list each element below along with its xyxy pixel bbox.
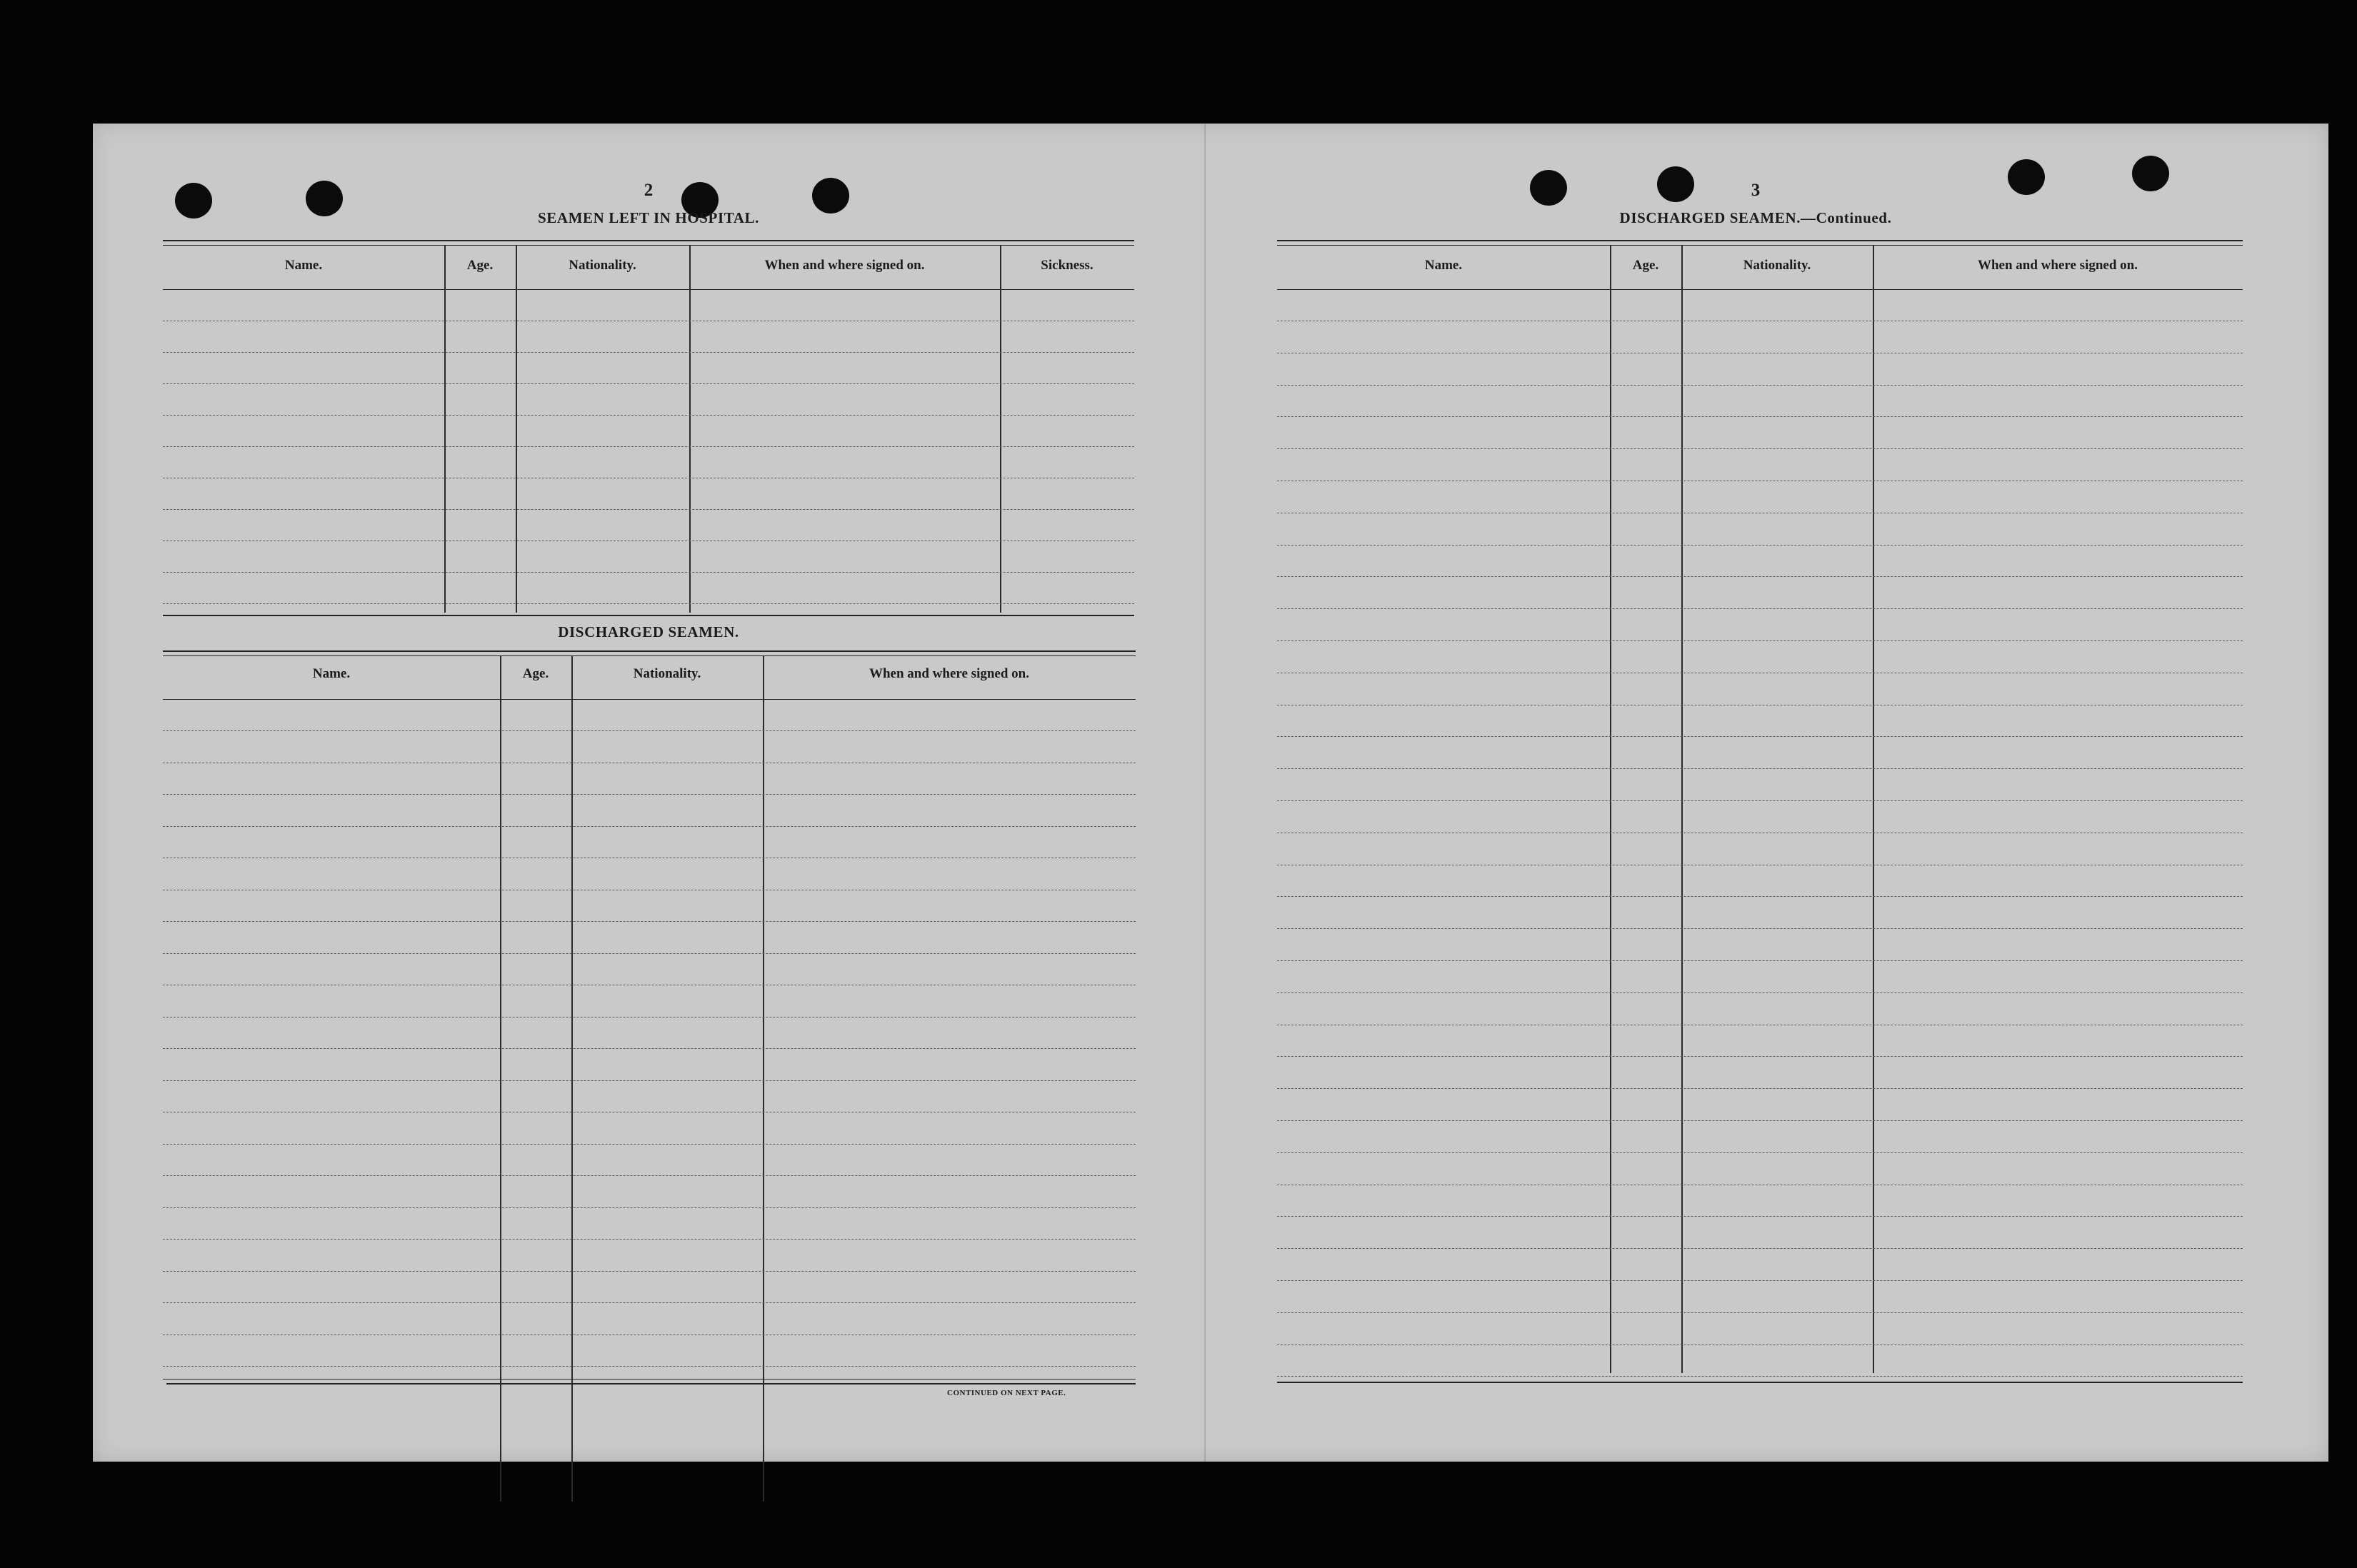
punch-hole (2008, 159, 2045, 195)
entry-line (1277, 1056, 2243, 1057)
entry-line (1277, 640, 2243, 641)
entry-line (163, 1080, 1136, 1081)
discharged-bottom-rule-2 (166, 1383, 1136, 1384)
entry-line (1277, 1312, 2243, 1313)
continued-bottom-rule (1277, 1382, 2243, 1383)
entry-line (1277, 960, 2243, 961)
entry-line (1277, 992, 2243, 993)
continued-col-signed-on: When and where signed on. (1977, 258, 2138, 273)
entry-line (1277, 416, 2243, 417)
entry-line (163, 446, 1134, 447)
discharged-col-divider (763, 655, 764, 1502)
entry-line (163, 794, 1136, 795)
hospital-col-age: Age. (466, 258, 494, 273)
hospital-top-rule-2 (163, 245, 1134, 246)
entry-line (163, 509, 1134, 510)
entry-line (1277, 896, 2243, 897)
discharged-header-rule (163, 699, 1136, 700)
discharged-continued-title: DISCHARGED SEAMEN.—Continued. (1619, 209, 1892, 226)
discharged-col-name: Name. (312, 666, 351, 681)
continued-col-divider (1873, 245, 1874, 1373)
hospital-section-title: SEAMEN LEFT IN HOSPITAL. (537, 209, 760, 226)
entry-line (163, 603, 1134, 604)
discharged-top-rule (163, 650, 1136, 652)
hospital-top-rule (163, 240, 1134, 241)
continued-top-rule (1277, 240, 2243, 241)
continued-col-name: Name. (1424, 258, 1463, 273)
entry-line (163, 1175, 1136, 1176)
discharged-col-nationality: Nationality. (633, 666, 701, 681)
hospital-col-signed-on: When and where signed on. (764, 258, 925, 273)
entry-line (1277, 545, 2243, 546)
entry-line (163, 953, 1136, 954)
entry-line (163, 1239, 1136, 1240)
entry-line (163, 826, 1136, 827)
discharged-top-rule-2 (163, 655, 1136, 656)
entry-line (1277, 448, 2243, 449)
continued-top-rule-2 (1277, 245, 2243, 246)
continued-note: CONTINUED ON NEXT PAGE. (947, 1389, 1066, 1397)
entry-line (1277, 800, 2243, 801)
punch-hole (1657, 166, 1694, 202)
continued-col-divider (1681, 245, 1683, 1373)
continued-col-divider (1610, 245, 1611, 1373)
entry-line (163, 383, 1134, 384)
hospital-col-divider (516, 245, 517, 613)
hospital-col-divider (689, 245, 691, 613)
entry-line (1277, 768, 2243, 769)
punch-hole (306, 181, 343, 216)
punch-hole (2132, 156, 2169, 191)
entry-line (163, 1048, 1136, 1049)
entry-line (1277, 1376, 2243, 1377)
manifest-sheet (93, 124, 2328, 1462)
page-number: 3 (1751, 181, 1761, 200)
entry-line (1277, 385, 2243, 386)
discharged-col-age: Age. (522, 666, 549, 681)
page-number: 2 (644, 181, 654, 200)
page-fold (1204, 124, 1206, 1462)
entry-line (1277, 1120, 2243, 1121)
entry-line (1277, 1152, 2243, 1153)
entry-line (1277, 1216, 2243, 1217)
entry-line (1277, 1248, 2243, 1249)
entry-line (1277, 928, 2243, 929)
hospital-col-name: Name. (284, 258, 323, 273)
entry-line (1277, 608, 2243, 609)
entry-line (163, 730, 1136, 731)
entry-line (163, 1366, 1136, 1367)
punch-hole (175, 183, 212, 218)
entry-line (163, 415, 1134, 416)
entry-line (1277, 1280, 2243, 1281)
entry-line (163, 1271, 1136, 1272)
hospital-col-divider (444, 245, 446, 613)
entry-line (1277, 576, 2243, 577)
punch-hole (812, 178, 849, 213)
entry-line (163, 1302, 1136, 1303)
hospital-bottom-rule (163, 615, 1134, 616)
entry-line (163, 352, 1134, 353)
entry-line (163, 572, 1134, 573)
discharged-col-divider (571, 655, 573, 1502)
continued-col-nationality: Nationality. (1743, 258, 1811, 273)
punch-hole (1530, 170, 1567, 206)
entry-line (1277, 736, 2243, 737)
continued-col-age: Age. (1632, 258, 1659, 273)
discharged-section-title: DISCHARGED SEAMEN. (558, 623, 739, 640)
entry-line (163, 1207, 1136, 1208)
continued-header-rule (1277, 289, 2243, 290)
entry-line (163, 921, 1136, 922)
hospital-col-nationality: Nationality. (569, 258, 636, 273)
discharged-col-signed-on: When and where signed on. (869, 666, 1029, 681)
hospital-col-sickness: Sickness. (1041, 258, 1094, 273)
discharged-col-divider (500, 655, 501, 1502)
hospital-col-divider (1000, 245, 1001, 613)
entry-line (163, 1144, 1136, 1145)
hospital-header-rule (163, 289, 1134, 290)
entry-line (1277, 1088, 2243, 1089)
